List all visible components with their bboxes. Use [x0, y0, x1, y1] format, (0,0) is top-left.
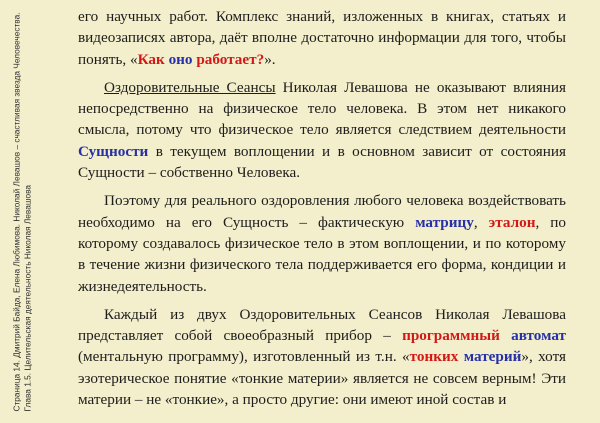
highlight-sushchnosti: Сущности [78, 142, 149, 160]
paragraph-2 [78, 77, 566, 183]
page-content [78, 6, 566, 417]
highlight-avtomat: автомат [511, 327, 567, 345]
paragraph-4-text-1: Каждый из двух Оздоровительных Сеансов Николая Левашова представляет собой своеобразный прибор – [78, 305, 566, 345]
paragraph-4-space-1 [500, 327, 511, 344]
running-header [11, 12, 33, 411]
paragraph-3-text-2: , [473, 213, 489, 231]
paragraph-4 [78, 304, 566, 410]
paragraph-4-text-3: », хотя эзотерическое понятие «тонкие материи» является не совсем верным! Эти материи – не «тонкие», а просто другие: они имеют иной состав и [78, 348, 566, 409]
paragraph-2-text-2: в текущем воплощении и в основном зависит от состояния Сущности – собственно Человека. [78, 142, 566, 182]
highlight-rabotaet: работает? [196, 50, 265, 68]
paragraph-1-text-2: ». [264, 50, 276, 68]
highlight-ono: оно [168, 50, 193, 68]
paragraph-1-text-1: его научных работ. Комплекс знаний, изложенных в книгах, статьях и видеозаписях автора, даёт вполне достаточно информации для того, чтобы понять, « [78, 8, 566, 68]
running-header-line-1: Страница 14. Дмитрий Байда, Елена Любимова. Николай Левашов – счастливая звезда Человечества. [11, 11, 22, 412]
highlight-programmnyy: программный [402, 327, 500, 345]
paragraph-3 [78, 190, 566, 296]
underlined-seansy: Оздоровительные Сеансы [104, 78, 276, 96]
highlight-kak: Как [137, 50, 165, 68]
running-header-line-2: Глава 1.5. Целительская деятельность Николая Левашова [22, 184, 33, 412]
paragraph-1 [78, 6, 566, 70]
highlight-materiy: материй [463, 348, 522, 366]
paragraph-3-text-3: , по которому создавалось физическое тело в этом воплощении, и по которому в течение жизни физического тела поддерживается его форма, кондиции и жизнедеятельность. [78, 213, 567, 295]
highlight-tonkikh: тонких [409, 348, 459, 366]
paragraph-3-text-1: Поэтому для реального оздоровления любого человека воздействовать необходимо на его Сущность – фактическую [78, 192, 566, 231]
paragraph-4-text-2: (ментальную программу), изготовленный из т.н. « [78, 348, 410, 366]
highlight-etalon: эталон [488, 213, 536, 231]
page-sidebar [0, 0, 44, 423]
paragraph-2-text-1: Николая Левашова не оказывают влияния непосредственно на физическое тело человека. В этом нет никакого смысла, потому что физическое тело является следствием деятельности [78, 78, 566, 139]
highlight-matritsu: матрицу [415, 213, 474, 231]
